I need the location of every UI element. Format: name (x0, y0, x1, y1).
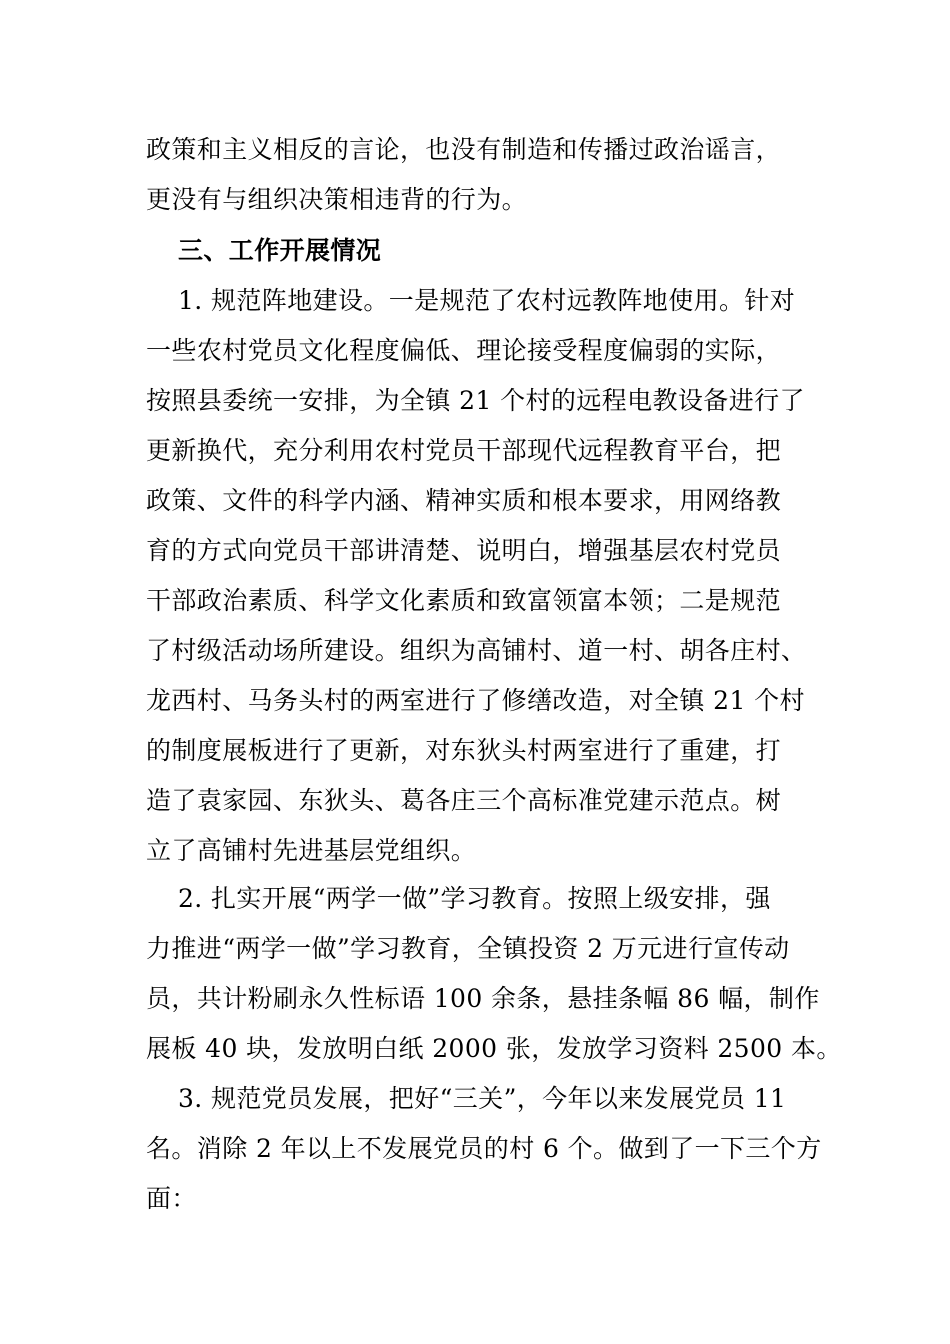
paragraph-line: 育的方式向党员干部讲清楚、说明白，增强基层农村党员 (146, 536, 782, 565)
paragraph-line: 干部政治素质、科学文化素质和致富领富本领；二是规范 (146, 586, 782, 615)
paragraph-line: 2. 扎实开展“两学一做”学习教育。按照上级安排，强 (178, 884, 771, 913)
paragraph-line: 员，共计粉刷永久性标语 100 余条，悬挂条幅 86 幅，制作 (146, 984, 820, 1013)
paragraph-line: 按照县委统一安排，为全镇 21 个村的远程电教设备进行了 (146, 386, 805, 415)
paragraph-line: 造了袁家园、东狄头、葛各庄三个高标准党建示范点。树 (146, 786, 782, 815)
paragraph-line: 一些农村党员文化程度偏低、理论接受程度偏弱的实际， (146, 336, 782, 365)
paragraph-line: 了村级活动场所建设。组织为高铺村、道一村、胡各庄村、 (146, 636, 807, 665)
section-heading: 三、工作开展情况 (178, 236, 382, 265)
paragraph-line: 的制度展板进行了更新，对东狄头村两室进行了重建，打 (146, 736, 782, 765)
paragraph-line: 政策、文件的科学内涵、精神实质和根本要求，用网络教 (146, 486, 782, 515)
paragraph-line: 展板 40 块，发放明白纸 2000 张，发放学习资料 2500 本。 (146, 1034, 842, 1063)
paragraph-line: 更新换代，充分利用农村党员干部现代远程教育平台，把 (146, 436, 782, 465)
paragraph-line: 1. 规范阵地建设。一是规范了农村远教阵地使用。针对 (178, 286, 796, 315)
intro-line: 政策和主义相反的言论，也没有制造和传播过政治谣言， (146, 135, 782, 164)
paragraph-line: 3. 规范党员发展，把好“三关”，今年以来发展党员 11 (178, 1084, 787, 1113)
paragraph-line: 面： (146, 1184, 197, 1213)
intro-line: 更没有与组织决策相违背的行为。 (146, 185, 528, 214)
paragraph-line: 名。消除 2 年以上不发展党员的村 6 个。做到了一下三个方 (146, 1134, 822, 1163)
paragraph-line: 立了高铺村先进基层党组织。 (146, 836, 477, 865)
paragraph-line: 力推进“两学一做”学习教育，全镇投资 2 万元进行宣传动 (146, 934, 790, 963)
paragraph-line: 龙西村、马务头村的两室进行了修缮改造，对全镇 21 个村 (146, 686, 805, 715)
